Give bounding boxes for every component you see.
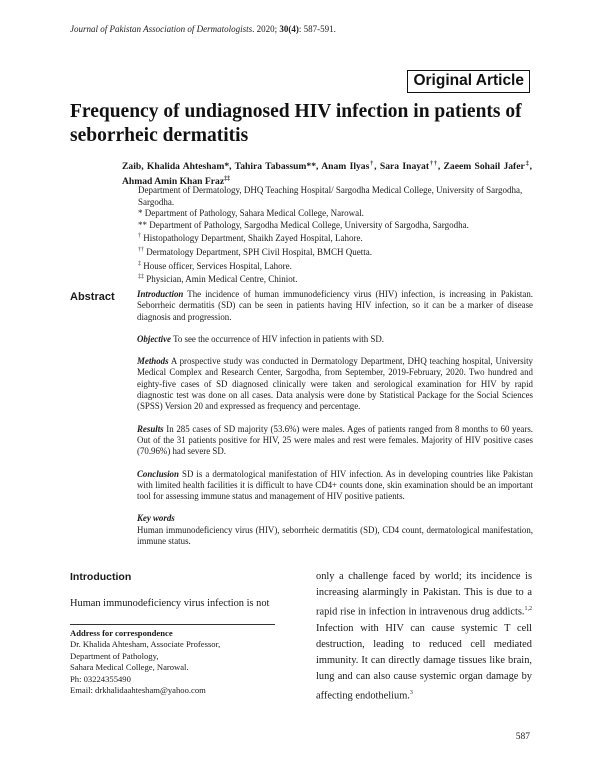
correspondence-institution: Sahara Medical College, Narowal. — [70, 662, 189, 673]
introduction-text-left: Human immunodeficiency virus infection is not — [70, 598, 270, 609]
author-mark: ‡ — [524, 161, 530, 167]
citation-ref: 3 — [409, 690, 413, 697]
journal-citation — [70, 24, 336, 34]
right-column — [316, 569, 532, 705]
introduction-text-right: Infection with HIV can cause systemic T cell destruction, leading to reduced cell mediated immunity. It can directly damage tissues like brain, lung and can also cause systemic organ damage by affecting endothelium. — [316, 622, 532, 702]
affiliation: Department of Dermatology, DHQ Teaching Hospital/ Sargodha Medical College, University of Sargodha, Sargodha. — [138, 185, 523, 207]
introduction-text-right: only a challenge faced by world; its incidence is increasing alarmingly in Pakistan. This is due to a rapid rise in infection in intravenous drug addicts. — [316, 571, 532, 618]
affiliation: † Histopathology Department, Shaikh Zayed Hospital, Lahore. — [138, 233, 363, 244]
author-name: , Ahmad Amin Khan Fraz — [122, 161, 533, 188]
affiliation: ** Department of Pathology, Sargodha Medical College, University of Sargodha, Sargodha. — [138, 219, 469, 230]
journal-name: Journal of Pakistan Association of Dermatologists — [70, 24, 253, 34]
affiliation: ‡ House officer, Services Hospital, Lahore. — [138, 260, 292, 271]
abstract-results: Results In 285 cases of SD majority (53.6%) were males. Ages of patients ranged from 8 months to 60 years. Out of the 31 patients positive for HIV, 25 were males and rest were females. Majority of HIV positive cases (70.96%) had severe SD. — [137, 423, 533, 457]
author-name: Zaib, Khalida Ahtesham*, — [122, 161, 235, 173]
journal-pages: : 587-591. — [298, 24, 336, 34]
abstract-conclusion: Conclusion SD is a dermatological manifestation of HIV infection. As in developing countries like Pakistan with limited health facilities it is difficult to have CD4+ counts done, skin examination should be an important tool for assessing immune status and management of HIV positive patients. — [137, 468, 533, 502]
author-mark: †† — [429, 161, 438, 167]
affiliation: †† Dermatology Department, SPH Civil Hospital, BMCH Quetta. — [138, 246, 372, 257]
article-title: Frequency of undiagnosed HIV infection in patients of seborrheic dermatitis — [70, 101, 522, 146]
affiliation: ‡‡ Physician, Amin Medical Centre, Chiniot. — [138, 274, 298, 285]
author-mark: † — [369, 161, 375, 167]
abstract-methods: Methods A prospective study was conducted in Dermatology Department, DHQ teaching hospital, University Medical Complex and Research Center, Sargodha, from September, 2019-February, 2020. Two hundred and eighty-five cases of SD diagnosed clinically were taken and serological examination for HIV by rapid diagnostic test was done on all cases. Data analysis were done by Statistical Package for the Social Sciences (SPSS) Version 20 and expressed as frequency and percentage. — [137, 356, 533, 412]
affiliation: * Department of Pathology, Sahara Medical College, Narowal. — [138, 208, 364, 219]
journal-volume: 30(4) — [279, 24, 299, 34]
left-column — [70, 571, 292, 612]
abstract-introduction: Introduction The incidence of human immunodeficiency virus (HIV) infection, is increasing in Pakistan. Seborrheic dermatitis (SD) can be seen in patients having HIV infection, so it can be a marker of disease diagnosis and progression. — [137, 289, 533, 322]
article-type-label: Original Article — [407, 70, 530, 93]
author-name: , Zaeem Sohail Jafer — [437, 161, 525, 173]
page-number: 587 — [515, 732, 530, 742]
abstract-objective: Objective To see the occurrence of HIV infection in patients with SD. — [137, 333, 384, 344]
correspondence-name: Dr. Khalida Ahtesham, Associate Professor, — [70, 639, 221, 650]
journal-year: . 2020; — [252, 24, 280, 34]
introduction-heading: Introduction — [70, 571, 132, 583]
citation-ref: 1,2 — [524, 606, 532, 613]
correspondence-dept: Department of Pathology, — [70, 650, 159, 661]
affiliation-list — [138, 185, 534, 286]
abstract-heading: Abstract — [70, 291, 115, 303]
author-name: Tahira Tabassum**, — [234, 161, 322, 173]
abstract-body — [137, 289, 533, 558]
author-mark: ‡‡ — [224, 176, 231, 183]
author-name: , Sara Inayat — [374, 161, 430, 173]
abstract-keywords: Key words Human immunodeficiency virus (HIV), seborrheic dermatitis (SD), CD4 count, dermatological manifestation, immune status. — [137, 513, 533, 547]
author-list — [122, 158, 532, 188]
correspondence-phone: Ph: 03224355490 — [70, 673, 131, 684]
author-name: Anam Ilyas — [321, 161, 370, 173]
correspondence-heading: Address for correspondence — [70, 628, 173, 638]
correspondence-email: Email: drkhalidaahtesham@yahoo.com — [70, 685, 206, 696]
correspondence-box — [70, 624, 275, 696]
